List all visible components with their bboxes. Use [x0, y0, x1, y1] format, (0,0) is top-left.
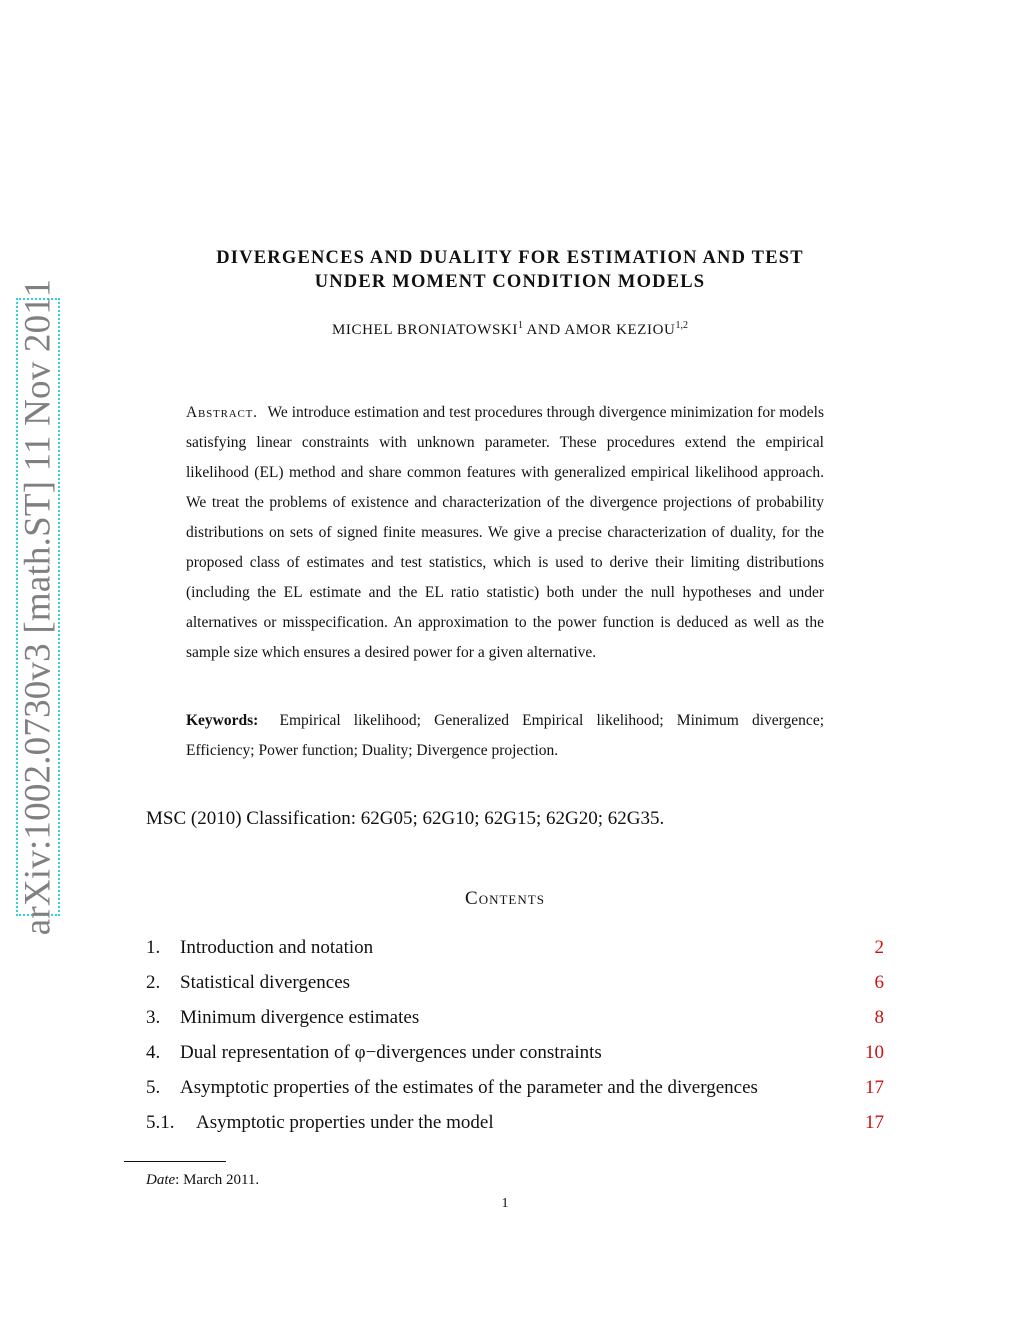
page-number: 1 [501, 1196, 509, 1211]
keywords-label: Keywords: [186, 712, 259, 729]
keywords [186, 706, 824, 766]
toc-entry[interactable] [146, 1070, 886, 1105]
toc-page-link[interactable]: 10 [865, 1042, 884, 1063]
toc-entry-number: 2. [146, 972, 161, 993]
footnote-date [146, 1172, 259, 1189]
toc-entry-number: 5.1. [146, 1112, 175, 1133]
toc-entry[interactable] [146, 930, 886, 965]
toc-entry[interactable] [146, 1035, 886, 1070]
author-1: MICHEL BRONIATOWSKI [331, 322, 518, 338]
toc-subentry[interactable] [146, 1105, 886, 1140]
contents-heading: Contents [465, 888, 545, 909]
toc-entry-title: Statistical divergences [180, 972, 351, 993]
toc-entry-number: 3. [146, 1007, 161, 1028]
keywords-text: Empirical likelihood; Generalized Empirical likelihood; Minimum divergence; Efficiency; Power function; Duality; Divergence projection. [186, 712, 824, 759]
title-line-1: DIVERGENCES AND DUALITY FOR ESTIMATION AND TEST [216, 248, 804, 268]
msc-classification: MSC (2010) Classification: 62G05; 62G10; 62G15; 62G20; 62G35. [146, 808, 665, 829]
title-line-2: UNDER MOMENT CONDITION MODELS [314, 272, 706, 292]
abstract-text: We introduce estimation and test procedures through divergence minimization for models satisfying linear constraints with unknown parameter. These procedures extend the empirical likelihood (EL) method and share common features with generalized empirical likelihood approach. We treat the problems of existence and characterization of the divergence projections of probability distributions on sets of signed finite measures. We give a precise characterization of duality, for the proposed class of estimates and test statistics, which is used to derive their limiting distributions (including the EL estimate and the EL ratio statistic) both under the null hypotheses and under alternatives or misspecification. An approximation to the power function is deduced as well as the sample size which ensures a desired power for a given alternative. [186, 404, 824, 661]
footnote-divider [124, 1161, 226, 1162]
author-2: AMOR KEZIOU [564, 322, 676, 338]
toc-entry-title: Dual representation of φ−divergences under constraints [180, 1042, 602, 1063]
abstract-label: Abstract. [186, 404, 258, 421]
abstract [186, 398, 824, 668]
footnote-date-text: : March 2011. [175, 1172, 260, 1188]
toc-entry-number: 4. [146, 1042, 161, 1063]
toc-entry[interactable] [146, 1000, 886, 1035]
toc-entry-title: Introduction and notation [180, 937, 374, 958]
author-2-affiliation: 1,2 [675, 320, 688, 331]
footnote-date-label: Date [146, 1172, 176, 1188]
toc-entry-number: 1. [146, 937, 161, 958]
arxiv-stamp: arXiv:1002.0730v3 [math.ST] 11 Nov 2011 [17, 278, 59, 936]
toc-page-link[interactable]: 8 [874, 1007, 884, 1028]
toc-page-link[interactable]: 6 [874, 972, 884, 993]
toc-entry-number: 5. [146, 1077, 161, 1098]
authors [120, 320, 900, 339]
toc-page-link[interactable]: 17 [865, 1077, 884, 1098]
toc-page-link[interactable]: 2 [874, 937, 884, 958]
paper-title [120, 246, 900, 294]
table-of-contents [146, 930, 886, 1140]
author-1-affiliation: 1 [517, 320, 523, 331]
toc-entry[interactable] [146, 965, 886, 1000]
toc-page-link[interactable]: 17 [865, 1112, 884, 1133]
toc-entry-title: Asymptotic properties under the model [196, 1112, 494, 1133]
toc-entry-title: Minimum divergence estimates [180, 1007, 420, 1028]
toc-entry-title: Asymptotic properties of the estimates of the parameter and the divergences [180, 1077, 758, 1098]
author-connector: AND [522, 322, 565, 338]
